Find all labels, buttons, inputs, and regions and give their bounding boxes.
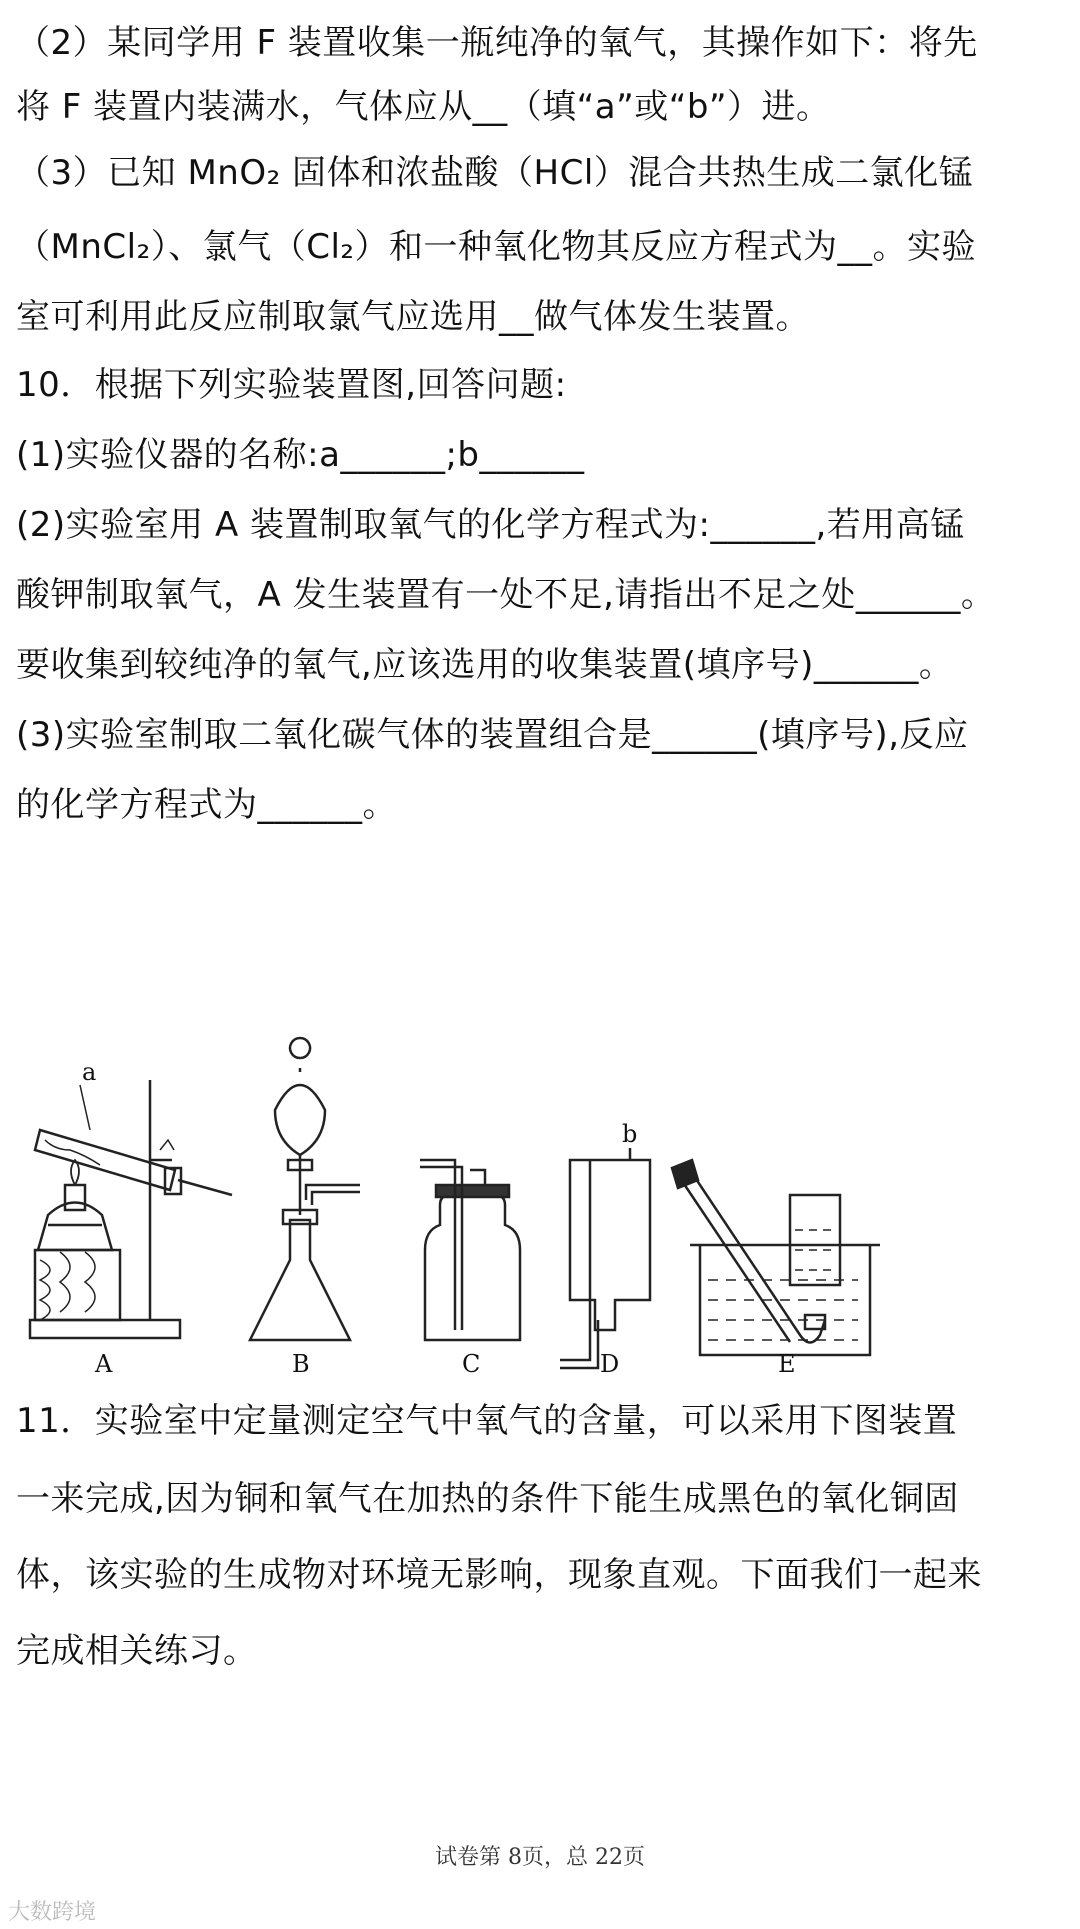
- apparatus-a: [30, 1080, 232, 1338]
- line-11: (3)实验室制取二氧化碳气体的装置组合是______(填序号),反应: [16, 715, 969, 755]
- label-e: E: [778, 1350, 796, 1378]
- line-2: 将 F 装置内装满水，气体应从__（填“a”或“b”）进。: [16, 87, 831, 127]
- apparatus-d: [560, 1148, 650, 1368]
- q10-heading: 10．根据下列实验装置图,回答问题:: [16, 365, 567, 405]
- mark-a: a: [82, 1058, 97, 1086]
- apparatus-e: [672, 1160, 880, 1355]
- line-3: （3）已知 MnO₂ 固体和浓盐酸（HCl）混合共热生成二氯化锰: [16, 153, 974, 193]
- line-10: 要收集到较纯净的氧气,应该选用的收集装置(填序号)______。: [16, 645, 954, 685]
- label-b: B: [292, 1350, 310, 1378]
- watermark: 大数跨境: [8, 1900, 97, 1925]
- label-a: A: [95, 1350, 113, 1378]
- line-16: 完成相关练习。: [16, 1631, 258, 1671]
- line-14: 一来完成,因为铜和氧气在加热的条件下能生成黑色的氧化铜固: [16, 1479, 959, 1519]
- line-7: (1)实验仪器的名称:a______;b______: [16, 435, 585, 475]
- apparatus-c: [420, 1160, 520, 1340]
- mark-b: b: [622, 1120, 638, 1148]
- q11-heading: 11．实验室中定量测定空气中氧气的含量，可以采用下图装置: [16, 1401, 958, 1441]
- apparatus-b: [250, 1038, 360, 1340]
- line-8: (2)实验室用 A 装置制取氧气的化学方程式为:______,若用高锰: [16, 505, 965, 545]
- apparatus-figure: [0, 1020, 1080, 1380]
- line-4: （MnCl₂）、氯气（Cl₂）和一种氧化物其反应方程式为__。实验: [16, 227, 977, 267]
- label-d: D: [600, 1350, 620, 1378]
- line-12: 的化学方程式为______。: [16, 785, 397, 825]
- page-footer: 试卷第 8页，总 22页: [435, 1845, 645, 1870]
- line-5: 室可利用此反应制取氯气应选用__做气体发生装置。: [16, 297, 810, 337]
- line-15: 体，该实验的生成物对环境无影响，现象直观。下面我们一起来: [16, 1555, 982, 1595]
- label-c: C: [462, 1350, 481, 1378]
- line-9: 酸钾制取氧气，A 发生装置有一处不足,请指出不足之处______。: [16, 575, 996, 615]
- line-1: （2）某同学用 F 装置收集一瓶纯净的氧气，其操作如下：将先: [16, 23, 978, 63]
